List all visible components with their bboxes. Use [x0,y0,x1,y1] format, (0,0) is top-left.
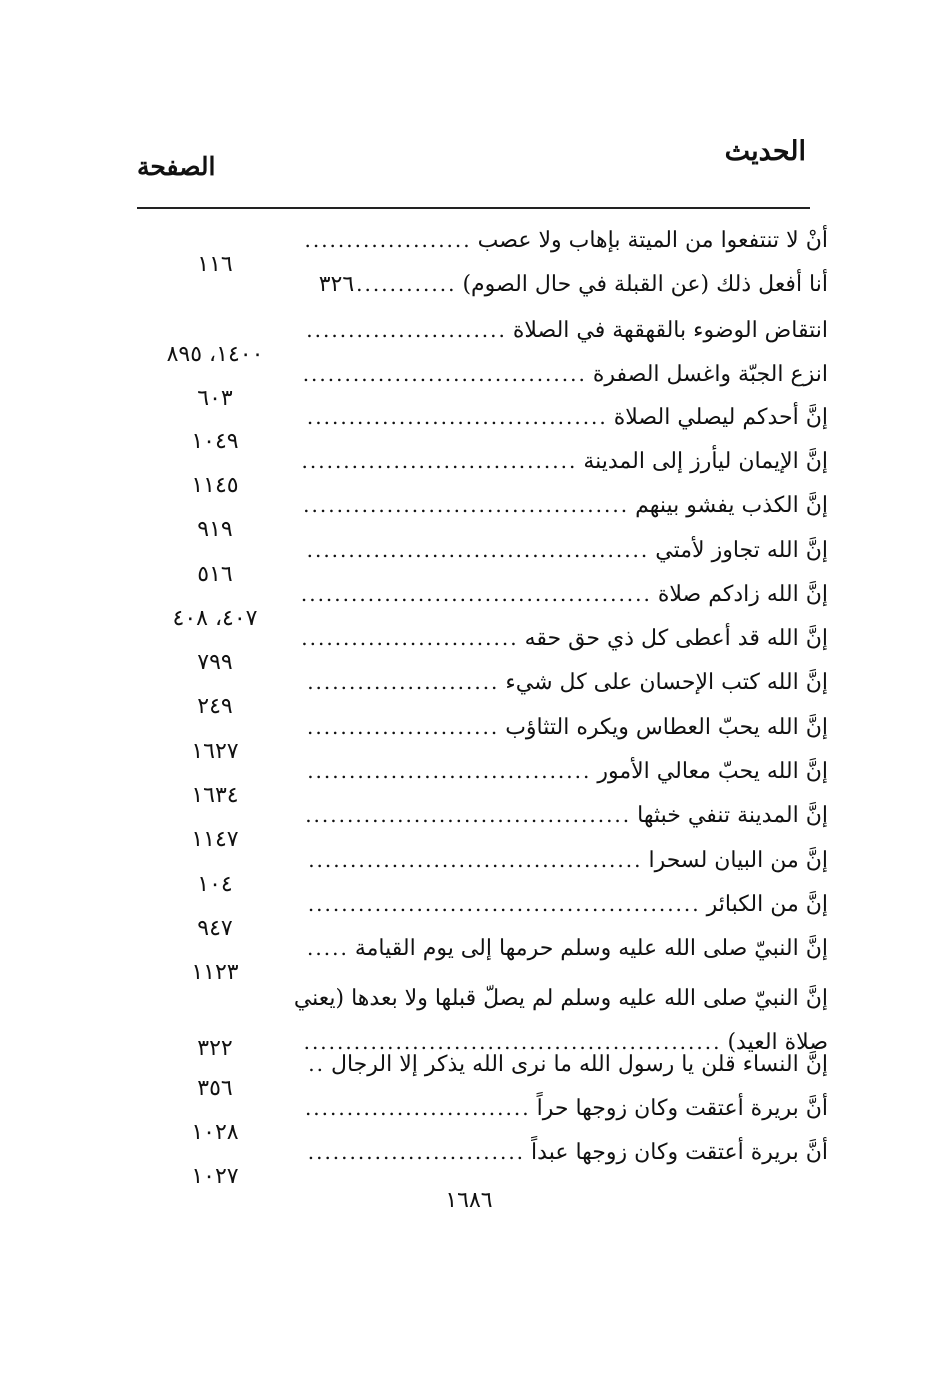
entry-page: ١٦٣٤ [191,783,239,808]
column-header-page: الصفحة [137,152,216,181]
dot-leader: ....................................... [303,493,630,517]
index-entry [307,936,828,961]
entry-text: انتقاض الوضوء بالقهقهة في الصلاة [512,318,828,343]
entry-text: إنَّ من البيان لسحرا [648,848,828,873]
entry-page: ١٤٠٠، ٨٩٥ [166,342,264,367]
entry-continuation-text: صلاة العيد) [727,1030,828,1055]
dot-leader: .................... [304,228,472,252]
dot-leader: ..... [307,936,349,960]
page-number: ١٦٨٦ [445,1188,493,1213]
index-entry [303,493,828,518]
entry-text: إنَّ الإيمان ليأرز إلى المدينة [583,449,828,474]
entry-text: أنَّ بريرة أعتقت وكان زوجها عبداً [531,1140,828,1165]
dot-leader: .. [308,1052,325,1076]
dot-leader: .................................. [302,362,587,386]
dot-leader: ......................................... [306,538,650,562]
entry-text: إنَّ الله يحبّ معالي الأمور [597,759,828,784]
entry-page: ١١٤٥ [191,473,239,498]
entry-page: ١١٤٧ [191,827,239,852]
entry-text: إنَّ من الكبائر [706,892,828,917]
dot-leader: .......................... [307,1140,526,1164]
entry-page: ٣٥٦ [197,1076,233,1101]
entry-text: أنَّ بريرة أعتقت وكان زوجها حراً [536,1096,828,1121]
entry-text: إنَّ الله كتب الإحسان على كل شيء [505,670,828,695]
dot-leader: ........................................ [308,848,643,872]
entry-page: ١١٢٣ [191,960,239,985]
entry-text: إنَّ المدينة تنفي خبثها [637,803,828,828]
entry-text: إنَّ الله تجاوز لأمتي [655,538,828,563]
entry-text: إنَّ الكذب يفشو بينهم [635,493,828,518]
index-entry [303,362,828,387]
index-entry [301,582,828,607]
dot-leader: ............................................... [307,892,701,916]
entry-page: ٤٠٧، ٤٠٨ [172,606,258,631]
entry-page: ٧٩٩ [197,650,233,675]
dot-leader: ........................ [306,318,507,342]
entry-text: أنْ لا تنتفعوا من الميتة بإهاب ولا عصب [477,228,828,253]
index-entry [308,1140,828,1165]
index-entry [307,538,828,563]
index-entry [319,272,828,297]
dot-leader: ....................... [307,670,500,694]
entry-text: إنَّ الله زادكم صلاة [657,582,828,607]
dot-leader: ........................... [304,1096,531,1120]
index-entry [307,759,828,784]
dot-leader: ....................................... [305,803,632,827]
index-entry [308,892,828,917]
index-entry [301,626,828,651]
entry-text: إنَّ الله يحبّ العطاس ويكره التثاؤب [505,715,828,740]
index-entry [305,1096,828,1121]
entry-page: ٣٢٢ [197,1036,233,1061]
entry-page: ١٦٢٧ [191,739,239,764]
entry-text: إنَّ النبيّ صلى الله عليه وسلم حرمها إلى يوم القيامة [354,936,828,961]
index-entry [304,228,828,253]
index-entry [305,803,828,828]
index-entry [306,318,828,343]
dot-leader: .................................................. [303,1030,722,1054]
dot-leader: ....................... [306,715,500,739]
dot-leader: ............ [356,272,457,296]
index-entry [307,670,828,695]
entry-page: ٣٢٦ [318,272,355,297]
column-header-hadith: الحديث [724,136,806,167]
index-entry [307,715,828,740]
entry-page: ٥١٦ [197,562,233,587]
entry-page: ٩٤٧ [197,916,233,941]
dot-leader: .......................................... [300,582,652,606]
entry-page: ٢٤٩ [197,694,233,719]
entry-page: ١٠٢٨ [191,1120,239,1145]
dot-leader: .......................... [301,626,519,650]
entry-text: انزع الجبّة واغسل الصفرة [592,362,828,387]
dot-leader: ................................. [301,449,578,473]
entry-page: ١٠٢٧ [191,1164,239,1189]
entry-page: ١٠٤ [197,872,233,897]
entry-text: إنَّ النساء قلن يا رسول الله ما نرى الله يذكر إلا الرجال [330,1052,828,1077]
entry-page: ٦٠٣ [197,386,233,411]
index-entry [302,449,828,474]
entry-text: إنَّ أحدكم ليصلي الصلاة [613,405,828,430]
dot-leader: .................................... [306,405,608,429]
entry-text: إنَّ النبيّ صلى الله عليه وسلم لم يصلّ قبلها ولا بعدها (يعني [293,986,828,1011]
entry-text: أنا أفعل ذلك (عن القبلة في حال الصوم) [462,272,828,297]
index-entry [294,986,828,1011]
index-entry [307,405,828,430]
index-entry [308,1052,828,1077]
dot-leader: .................................. [307,759,592,783]
entry-page: ١١٦ [197,252,233,277]
entry-page: ١٠٤٩ [191,429,239,454]
entry-page: ٩١٩ [197,517,233,542]
entry-text: إنَّ الله قد أعطى كل ذي حق حقه [524,626,828,651]
index-entry [308,848,828,873]
